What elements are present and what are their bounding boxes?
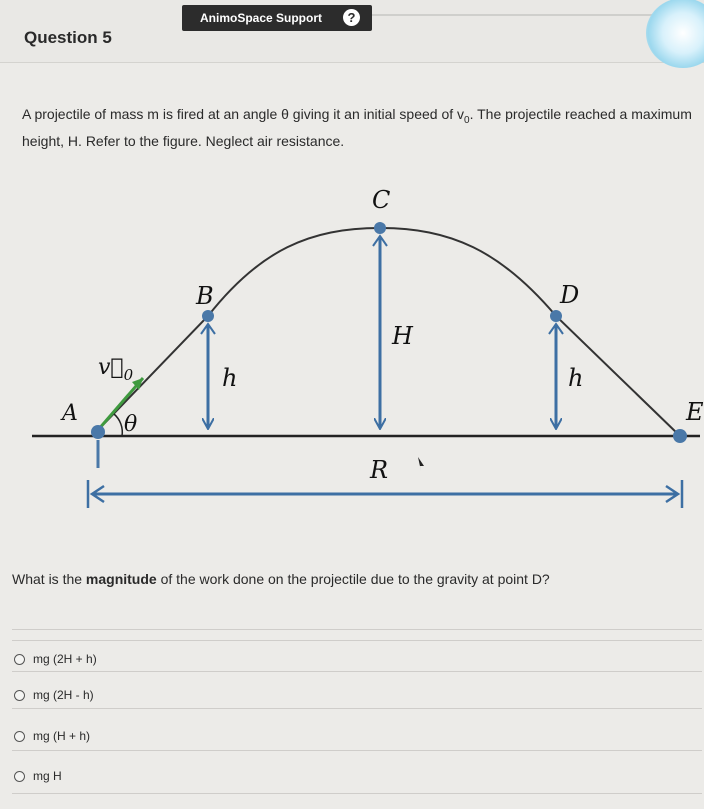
label-v0 — [98, 355, 134, 384]
question-text — [22, 104, 702, 152]
label-e: E — [686, 398, 704, 426]
label-a: A — [62, 401, 78, 426]
prompt-bold: magnitude — [85, 571, 157, 587]
radio-button[interactable] — [14, 690, 25, 701]
label-b: B — [196, 282, 214, 310]
label-range: R — [370, 456, 389, 484]
answer-option[interactable] — [14, 769, 62, 783]
divider — [12, 793, 702, 794]
prompt-after: of the work done on the projectile due to the gravity at point D? — [156, 571, 550, 587]
theta-arc — [114, 414, 122, 436]
answer-option[interactable] — [14, 688, 94, 702]
answer-option-label: mg H — [33, 769, 62, 783]
divider — [12, 708, 702, 709]
question-header — [0, 0, 704, 63]
divider — [12, 629, 702, 630]
point-d-marker — [550, 310, 562, 322]
label-c: C — [372, 186, 391, 214]
label-h-left: h — [222, 364, 238, 392]
answer-option-label: mg (H + h) — [33, 729, 91, 743]
label-v0-vector: v⃗ — [98, 355, 124, 380]
label-theta: θ — [124, 412, 138, 437]
point-c-marker — [374, 222, 386, 234]
divider — [12, 671, 702, 672]
animospace-support-button[interactable] — [182, 5, 372, 31]
trajectory-curve — [98, 228, 680, 436]
answer-option-label: mg (2H + h) — [33, 652, 97, 666]
divider — [12, 750, 702, 751]
projectile-figure — [0, 180, 704, 525]
top-strip — [372, 14, 662, 16]
question-text-part2: . The projectile reached a maximum height, H. Refer to the figure. Neglect air resistance. — [22, 106, 692, 149]
light-glare — [646, 0, 704, 68]
point-b-marker — [202, 310, 214, 322]
label-v0-sub: 0 — [123, 366, 134, 384]
answer-option-label: mg (2H - h) — [33, 688, 94, 702]
radio-button[interactable] — [14, 731, 25, 742]
label-height: H — [392, 322, 413, 350]
support-label: AnimoSpace Support — [200, 11, 323, 25]
radio-button[interactable] — [14, 771, 25, 782]
divider — [12, 640, 702, 641]
radio-button[interactable] — [14, 654, 25, 665]
label-d: D — [560, 281, 580, 309]
mouse-cursor — [418, 457, 424, 471]
question-text-part1: A projectile of mass m is fired at an angle θ giving it an initial speed of v — [22, 106, 465, 122]
question-title: Question 5 — [24, 28, 112, 47]
help-icon[interactable]: ? — [343, 9, 360, 26]
point-a-marker — [91, 425, 105, 439]
answer-option[interactable] — [14, 729, 90, 743]
prompt-before: What is the — [12, 571, 86, 587]
label-h-right: h — [568, 364, 584, 392]
question-prompt — [12, 571, 550, 587]
question-text-subscript: 0 — [464, 114, 470, 126]
answer-option[interactable] — [14, 652, 97, 666]
point-e-marker — [673, 429, 687, 443]
